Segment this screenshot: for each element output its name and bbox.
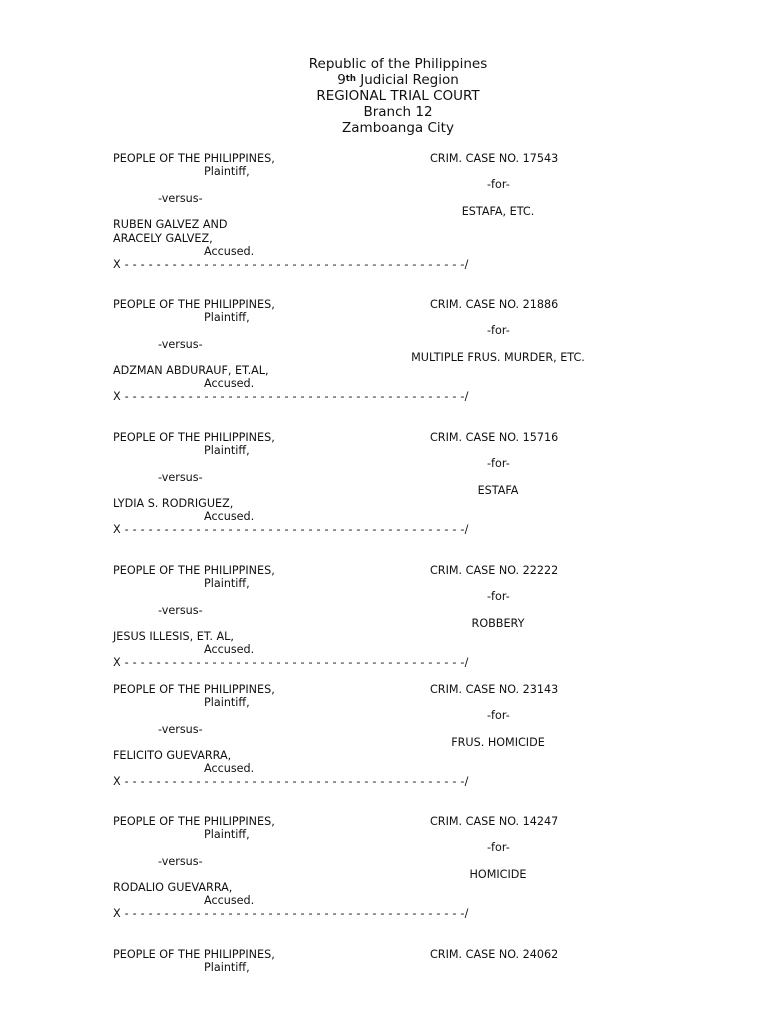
case-number: CRIM. CASE NO. 24062 [430,948,559,961]
for-label: -for- [487,590,510,603]
accused-label: Accused. [204,643,255,656]
accused-name: LYDIA S. RODRIGUEZ, [113,497,234,510]
offense: ROBBERY [471,617,525,630]
case-entry [113,564,673,684]
plaintiff-name: PEOPLE OF THE PHILIPPINES, [113,152,275,165]
case-separator: X - - - - - - - - - - - - - - - - - - - - - - - - - - - - - - - - - - - - - - - - - - -/ [113,523,469,536]
for-label: -for- [487,178,510,191]
case-number: CRIM. CASE NO. 14247 [430,815,559,828]
case-separator: X - - - - - - - - - - - - - - - - - - - - - - - - - - - - - - - - - - - - - - - - - - -/ [113,656,469,669]
accused-label: Accused. [204,510,255,523]
versus-label: -versus- [158,855,203,868]
case-entry [113,683,673,803]
case-separator: X - - - - - - - - - - - - - - - - - - - - - - - - - - - - - - - - - - - - - - - - - - -/ [113,775,469,788]
versus-label: -versus- [158,338,203,351]
header-region [0,72,768,88]
versus-label: -versus- [158,723,203,736]
plaintiff-label: Plaintiff, [204,828,250,841]
accused-name: RUBEN GALVEZ AND [113,218,228,231]
for-label: -for- [487,457,510,470]
header-region-number: 9 [337,72,346,88]
plaintiff-label: Plaintiff, [204,165,250,178]
plaintiff-name: PEOPLE OF THE PHILIPPINES, [113,948,275,961]
case-entry [113,298,673,418]
accused-name: JESUS ILLESIS, ET. AL, [113,630,234,643]
offense: ESTAFA [477,484,519,497]
accused-name: FELICITO GUEVARRA, [113,749,232,762]
court-header [0,56,768,136]
versus-label: -versus- [158,192,203,205]
plaintiff-label: Plaintiff, [204,696,250,709]
plaintiff-name: PEOPLE OF THE PHILIPPINES, [113,815,275,828]
case-number: CRIM. CASE NO. 22222 [430,564,559,577]
plaintiff-name: PEOPLE OF THE PHILIPPINES, [113,564,275,577]
for-label: -for- [487,841,510,854]
plaintiff-label: Plaintiff, [204,444,250,457]
accused-label: Accused. [204,377,255,390]
offense: MULTIPLE FRUS. MURDER, ETC. [411,351,585,364]
header-region-text: Judicial Region [355,72,459,88]
for-label: -for- [487,709,510,722]
plaintiff-name: PEOPLE OF THE PHILIPPINES, [113,431,275,444]
accused-name: RODALIO GUEVARRA, [113,881,233,894]
case-number: CRIM. CASE NO. 21886 [430,298,559,311]
plaintiff-name: PEOPLE OF THE PHILIPPINES, [113,683,275,696]
header-court: REGIONAL TRIAL COURT [316,88,480,104]
plaintiff-name: PEOPLE OF THE PHILIPPINES, [113,298,275,311]
offense: FRUS. HOMICIDE [451,736,545,749]
case-separator: X - - - - - - - - - - - - - - - - - - - - - - - - - - - - - - - - - - - - - - - - - - -/ [113,390,469,403]
header-branch: Branch 12 [363,104,433,120]
case-number: CRIM. CASE NO. 23143 [430,683,559,696]
offense: HOMICIDE [469,868,527,881]
versus-label: -versus- [158,604,203,617]
case-number: CRIM. CASE NO. 15716 [430,431,559,444]
case-separator: X - - - - - - - - - - - - - - - - - - - - - - - - - - - - - - - - - - - - - - - - - - -/ [113,258,469,271]
versus-label: -versus- [158,471,203,484]
case-entry [113,152,673,272]
plaintiff-label: Plaintiff, [204,577,250,590]
case-entry [113,431,673,551]
header-republic: Republic of the Philippines [308,56,488,72]
accused-label: Accused. [204,762,255,775]
case-number: CRIM. CASE NO. 17543 [430,152,559,165]
accused-label: Accused. [204,894,255,907]
accused-label: Accused. [204,245,255,258]
accused-name: ADZMAN ABDURAUF, ET.AL, [113,364,269,377]
accused-name: ARACELY GALVEZ, [113,232,213,245]
case-entry [113,948,673,988]
offense: ESTAFA, ETC. [461,205,535,218]
for-label: -for- [487,324,510,337]
header-city: Zamboanga City [342,120,454,136]
plaintiff-label: Plaintiff, [204,961,250,974]
case-separator: X - - - - - - - - - - - - - - - - - - - - - - - - - - - - - - - - - - - - - - - - - - -/ [113,907,469,920]
plaintiff-label: Plaintiff, [204,311,250,324]
case-entry [113,815,673,935]
header-region-suffix: th [345,74,356,84]
